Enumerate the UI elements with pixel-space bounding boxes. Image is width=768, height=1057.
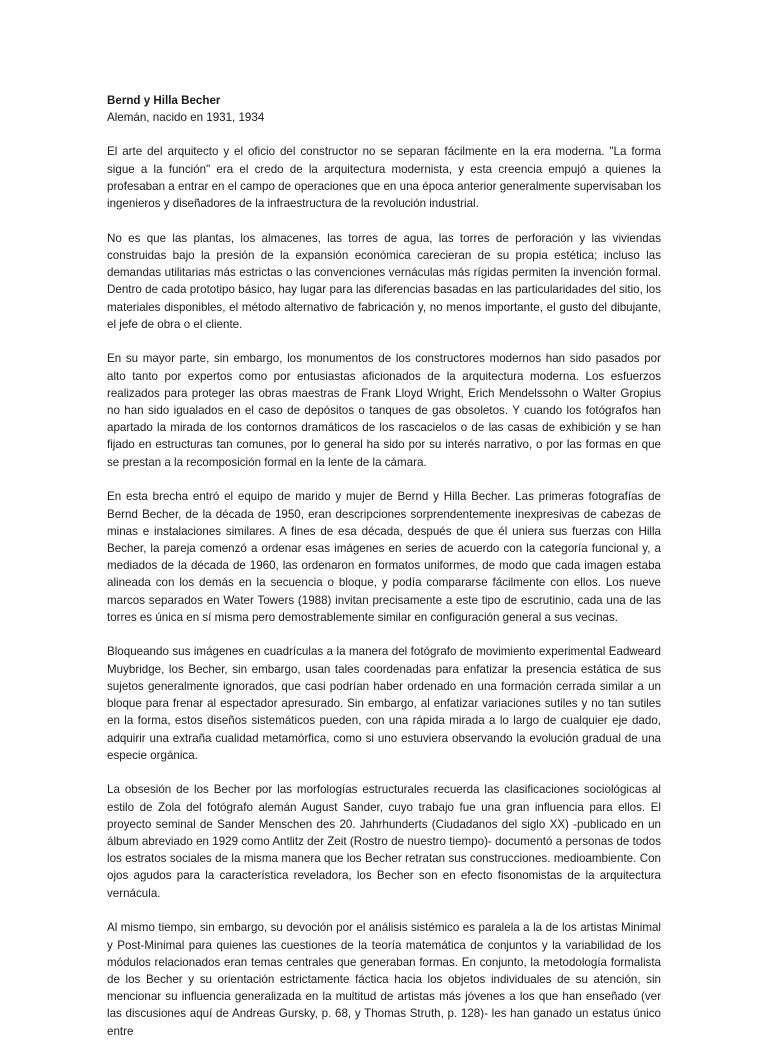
document-subtitle: Alemán, nacido en 1931, 1934	[107, 111, 265, 125]
document-title: Bernd y Hilla Becher	[107, 94, 221, 107]
paragraph: En su mayor parte, sin embargo, los monumentos de los constructores modernos han sido pasados por alto tanto por expertos como por entusiastas aficionados de la arquitectura moderna. Los esfuerzos realizados para proteger las obras maestras de Frank Lloyd Wright, Erich Mendelssohn o Walter Gropius no han sido igualados en el caso de depósitos o tanques de gas obsoletos. Y cuando los fotógrafos han apartado la mirada de los contornos dramáticos de los rascacielos o de las casas de exhibición y se han fijado en estructuras tan comunes, por lo general ha sido por su interés narrativo, o por las formas en que se prestan a la recomposición formal en la lente de la cámara.	[107, 352, 661, 469]
paragraph: No es que las plantas, los almacenes, las torres de agua, las torres de perforación y las viviendas construidas bajo la presión de la expansión económica carecieran de su propia estética; incluso las demandas utilitarias más estrictas o las convenciones vernáculas más rígidas permiten la invención formal. Dentro de cada prototipo básico, hay lugar para las diferencias basadas en las particularidades del sitio, los materiales disponibles, el método alternativo de fabricación y, no menos importante, el gusto del dibujante, el jefe de obra o el cliente.	[107, 231, 661, 331]
paragraph: Bloqueando sus imágenes en cuadrículas a la manera del fotógrafo de movimiento experimental Eadweard Muybridge, los Becher, sin embargo, usan tales coordenadas para enfatizar la presencia estática de sus sujetos generalmente ignorados, que casi podrían haber ordenado en una formación cerrada similar a un bloque para frenar al espectador apresurado. Sin embargo, al enfatizar variaciones sutiles y no tan sutiles en la forma, estos diseños sistemáticos pueden, con una rápida mirada a lo largo de cualquier eje dado, adquirir una extraña cualidad metamórfica, como si uno estuviera observando la evolución gradual de una especie orgánica.	[107, 645, 661, 762]
paragraph: En esta brecha entró el equipo de marido y mujer de Bernd y Hilla Becher. Las primeras fotografías de Bernd Becher, de la década de 1950, eran descripciones sorprendentemente inexpresivas de cabezas de minas e instalaciones similares. A fines de esa década, después de que él uniera sus fuerzas con Hilla Becher, la pareja comenzó a ordenar esas imágenes en series de acuerdo con la categoría funcional y, a mediados de la década de 1960, las ordenaron en formatos uniformes, de modo que cada imagen estaba alineada con los demás en la secuencia o bloque, y podía compararse fácilmente con ellos. Los nueve marcos separados en Water Towers (1988) invitan precisamente a este tipo de escrutinio, cada una de las torres es única en sí misma pero demostrablemente similar en configuración general a sus vecinas.	[107, 490, 661, 624]
document-page	[107, 92, 661, 1057]
paragraph: El arte del arquitecto y el oficio del constructor no se separan fácilmente en la era moderna. "La forma sigue a la función" era el credo de la arquitectura modernista, y esta creencia empujó a quienes la profesaban a entrar en el campo de operaciones que en una época anterior generalmente supervisaban los ingenieros y diseñadores de la infraestructura de la revolución industrial.	[107, 145, 661, 211]
paragraph: Al mismo tiempo, sin embargo, su devoción por el análisis sistémico es paralela a la de los artistas Minimal y Post-Minimal para quienes las cuestiones de la teoría matemática de conjuntos y la variabilidad de los módulos relacionados eran temas centrales que generaban formas. En conjunto, la metodología formalista de los Becher y su orientación estrictamente fáctica hacia los objetos individuales de su atención, sin mencionar su influencia generalizada en la multitud de artistas más jóvenes a los que han enseñado (ver las discusiones aquí de Andreas Gursky, p. 68, y Thomas Struth, p. 128)- les han ganado un estatus único entre	[107, 921, 661, 1038]
paragraph: La obsesión de los Becher por las morfologías estructurales recuerda las clasificaciones sociológicas al estilo de Zola del fotógrafo alemán August Sander, cuyo trabajo fue una gran influencia para ellos. El proyecto seminal de Sander Menschen des 20. Jahrhunderts (Ciudadanos del siglo XX) -publicado en un álbum abreviado en 1929 como Antlitz der Zeit (Rostro de nuestro tiempo)- documentó a personas de todos los estratos sociales de la misma manera que los Becher retratan sus construcciones. medioambiente. Con ojos agudos para la característica reveladora, los Becher son en efecto fisonomistas de la arquitectura vernácula.	[107, 783, 661, 900]
